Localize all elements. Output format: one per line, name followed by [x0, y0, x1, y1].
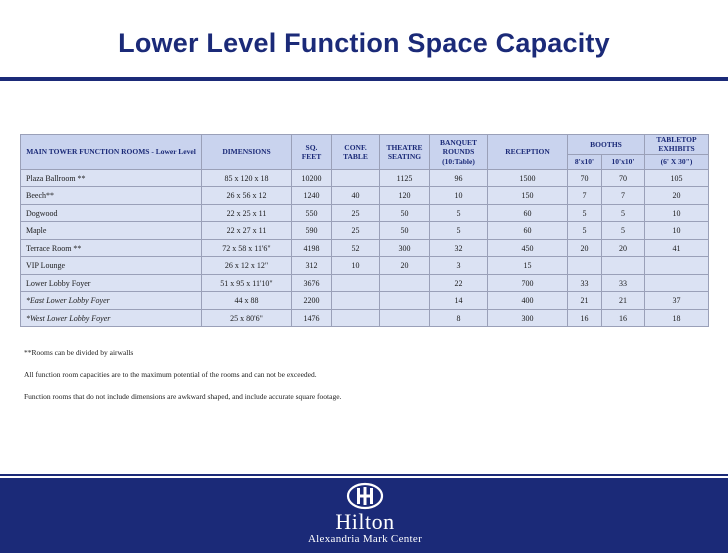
conf-cell [332, 169, 380, 187]
banquet-cell: 3 [430, 257, 488, 275]
dimensions-cell: 22 x 25 x 11 [202, 204, 292, 222]
hilton-logo [290, 482, 440, 552]
conf-cell [332, 292, 380, 310]
sqft-cell: 3676 [292, 274, 332, 292]
booth-10-cell: 20 [602, 239, 645, 257]
banquet-cell: 8 [430, 309, 488, 327]
banquet-cell: 22 [430, 274, 488, 292]
tabletop-cell: 18 [645, 309, 709, 327]
room-name: Plaza Ballroom ** [21, 169, 202, 187]
footer-divider [0, 474, 728, 476]
footnote-capacity: All function room capacities are to the maximum potential of the rooms and can not be exceeded. [24, 370, 317, 379]
booth-8-cell: 7 [568, 187, 602, 205]
reception-cell: 60 [488, 204, 568, 222]
banquet-cell: 5 [430, 204, 488, 222]
footnote-airwalls: **Rooms can be divided by airwalls [24, 348, 134, 357]
tabletop-cell: 20 [645, 187, 709, 205]
booth-10-cell: 70 [602, 169, 645, 187]
theatre-cell [380, 274, 430, 292]
header-tabletop-size: (6' X 30") [645, 154, 709, 169]
booth-10-cell: 7 [602, 187, 645, 205]
sqft-cell: 1240 [292, 187, 332, 205]
header-sqft: SQ. FEET [292, 135, 332, 170]
table-row [21, 292, 709, 310]
conf-cell: 10 [332, 257, 380, 275]
table-header-row [21, 135, 709, 155]
table-row [21, 187, 709, 205]
sqft-cell: 2200 [292, 292, 332, 310]
header-conf-table: CONF. TABLE [332, 135, 380, 170]
header-booths: BOOTHS [568, 135, 645, 155]
header-reception: RECEPTION [488, 135, 568, 170]
theatre-cell [380, 292, 430, 310]
tabletop-cell: 105 [645, 169, 709, 187]
header-dimensions: DIMENSIONS [202, 135, 292, 170]
reception-cell: 700 [488, 274, 568, 292]
reception-cell: 150 [488, 187, 568, 205]
header-booth-10x10: 10'x10' [602, 154, 645, 169]
capacity-table-container [20, 134, 708, 327]
sqft-cell: 590 [292, 222, 332, 240]
booth-8-cell: 70 [568, 169, 602, 187]
sqft-cell: 4198 [292, 239, 332, 257]
room-name: Terrace Room ** [21, 239, 202, 257]
header-theatre: THEATRE SEATING [380, 135, 430, 170]
logo-wordmark: Hilton [335, 509, 395, 534]
room-name: Maple [21, 222, 202, 240]
dimensions-cell: 51 x 95 x 11'10" [202, 274, 292, 292]
tabletop-cell [645, 274, 709, 292]
banquet-cell: 96 [430, 169, 488, 187]
footnote-dimensions: Function rooms that do not include dimensions are awkward shaped, and include accurate square footage. [24, 392, 342, 401]
reception-cell: 300 [488, 309, 568, 327]
tabletop-cell: 10 [645, 222, 709, 240]
booth-8-cell: 21 [568, 292, 602, 310]
booth-10-cell: 5 [602, 222, 645, 240]
booth-8-cell [568, 257, 602, 275]
banquet-cell: 14 [430, 292, 488, 310]
booth-10-cell: 21 [602, 292, 645, 310]
header-tabletop: TABLETOP EXHIBITS [645, 135, 709, 155]
dimensions-cell: 22 x 27 x 11 [202, 222, 292, 240]
reception-cell: 60 [488, 222, 568, 240]
table-row [21, 222, 709, 240]
dimensions-cell: 26 x 56 x 12 [202, 187, 292, 205]
header-booth-8x10: 8'x10' [568, 154, 602, 169]
theatre-cell: 300 [380, 239, 430, 257]
booth-8-cell: 16 [568, 309, 602, 327]
room-name: Beech** [21, 187, 202, 205]
conf-cell: 52 [332, 239, 380, 257]
table-row [21, 239, 709, 257]
tabletop-cell [645, 257, 709, 275]
tabletop-cell: 41 [645, 239, 709, 257]
sqft-cell: 1476 [292, 309, 332, 327]
dimensions-cell: 44 x 88 [202, 292, 292, 310]
booth-10-cell: 5 [602, 204, 645, 222]
dimensions-cell: 85 x 120 x 18 [202, 169, 292, 187]
dimensions-cell: 26 x 12 x 12" [202, 257, 292, 275]
theatre-cell: 120 [380, 187, 430, 205]
table-row [21, 204, 709, 222]
booth-8-cell: 5 [568, 204, 602, 222]
room-name: VIP Lounge [21, 257, 202, 275]
table-row [21, 309, 709, 327]
booth-8-cell: 20 [568, 239, 602, 257]
reception-cell: 450 [488, 239, 568, 257]
reception-cell: 15 [488, 257, 568, 275]
page-title: Lower Level Function Space Capacity [118, 28, 610, 58]
table-body [21, 169, 709, 327]
booth-8-cell: 5 [568, 222, 602, 240]
banquet-cell: 32 [430, 239, 488, 257]
table-row [21, 274, 709, 292]
hilton-logo-icon [345, 482, 385, 510]
header-room: MAIN TOWER FUNCTION ROOMS - Lower Level [21, 135, 202, 170]
header-banquet: BANQUET ROUNDS (10:Table) [430, 135, 488, 170]
booth-10-cell: 33 [602, 274, 645, 292]
dimensions-cell: 72 x 58 x 11'6" [202, 239, 292, 257]
theatre-cell [380, 309, 430, 327]
booth-10-cell [602, 257, 645, 275]
sqft-cell: 312 [292, 257, 332, 275]
conf-cell [332, 274, 380, 292]
reception-cell: 400 [488, 292, 568, 310]
conf-cell [332, 309, 380, 327]
room-name: *East Lower Lobby Foyer [21, 292, 202, 310]
theatre-cell: 20 [380, 257, 430, 275]
dimensions-cell: 25 x 80'6" [202, 309, 292, 327]
banquet-cell: 10 [430, 187, 488, 205]
footnotes [24, 348, 704, 414]
theatre-cell: 50 [380, 204, 430, 222]
booth-10-cell: 16 [602, 309, 645, 327]
room-name: *West Lower Lobby Foyer [21, 309, 202, 327]
room-name: Dogwood [21, 204, 202, 222]
table-row [21, 257, 709, 275]
conf-cell: 25 [332, 204, 380, 222]
sqft-cell: 550 [292, 204, 332, 222]
theatre-cell: 50 [380, 222, 430, 240]
conf-cell: 25 [332, 222, 380, 240]
sqft-cell: 10200 [292, 169, 332, 187]
table-row [21, 169, 709, 187]
logo-location: Alexandria Mark Center [307, 533, 423, 545]
tabletop-cell: 10 [645, 204, 709, 222]
conf-cell: 40 [332, 187, 380, 205]
banquet-cell: 5 [430, 222, 488, 240]
tabletop-cell: 37 [645, 292, 709, 310]
booth-8-cell: 33 [568, 274, 602, 292]
title-divider [0, 77, 728, 81]
theatre-cell: 1125 [380, 169, 430, 187]
room-name: Lower Lobby Foyer [21, 274, 202, 292]
capacity-table [20, 134, 709, 327]
reception-cell: 1500 [488, 169, 568, 187]
